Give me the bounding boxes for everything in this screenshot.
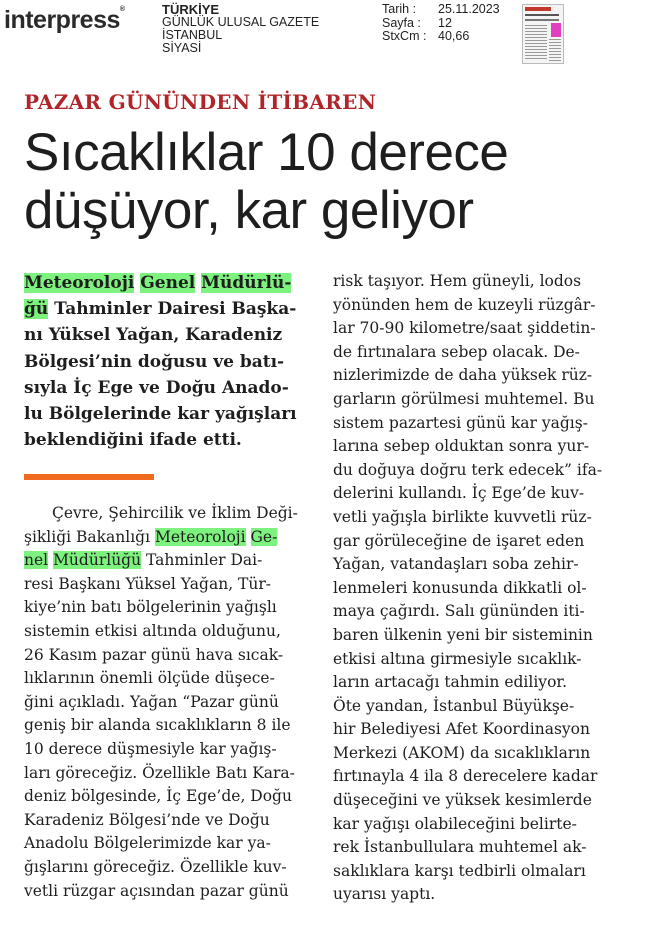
body-line: deniz bölgesinde, İç Ege’de, Doğu	[24, 787, 292, 806]
body-line: uyarısı yaptı.	[333, 885, 436, 904]
body-line: gar görüleceğine de işaret eden	[333, 531, 585, 550]
body-line: kiye’nin batı bölgelerinin yağışlı	[24, 598, 277, 617]
page-thumbnail	[522, 4, 564, 64]
body-line: larına sebep olduktan sonra yur-	[333, 437, 589, 456]
body-line: Öte yandan, İstanbul Büyükşe-	[333, 696, 575, 715]
body-line: delerini kullandı. İç Ege’de kuv-	[333, 484, 585, 503]
body-line: kar yağışı olabileceğini belirte-	[333, 814, 577, 833]
body-line: Yağan, vatandaşları soba zehir-	[333, 555, 579, 574]
body-line: de fırtınalara sebep olacak. De-	[333, 342, 580, 361]
body-line: nel Müdürlüğü Tahminler Dai-	[24, 551, 263, 570]
publication-section: SİYASİ	[162, 41, 202, 55]
body-line: sistem pazartesi günü kar yağış-	[333, 413, 588, 432]
body-line: etkisi altına girmesiyle sıcaklık-	[333, 649, 582, 668]
orange-divider	[24, 474, 154, 480]
clipping-meta	[382, 3, 500, 44]
body-line: lıklarının önemli ölçüde düşece-	[24, 669, 275, 688]
body-line: ğışlarını göreceğiz. Özellikle kuv-	[24, 857, 287, 876]
interpress-logo: interpress®	[4, 6, 125, 34]
article-headline	[24, 124, 634, 240]
body-column-2	[333, 270, 633, 907]
body-line: sistemin etkisi altında olduğunu,	[24, 621, 281, 640]
body-line: Çevre, Şehircilik ve İklim Deği-	[52, 504, 298, 522]
body-line: vetli yağışla birlikte kuvvetli rüz-	[333, 507, 592, 526]
body-line: resi Başkanı Yüksel Yağan, Tür-	[24, 574, 272, 593]
body-line: Merkezi (AKOM) da sıcaklıkların	[333, 743, 591, 762]
meta-date: Tarih : 25.11.2023	[382, 2, 500, 16]
body-column-1	[24, 502, 310, 903]
clipping-header	[0, 0, 653, 70]
body-line: nizlerimizde de daha yüksek rüz-	[333, 366, 593, 385]
body-line: fırtınayla 4 ila 8 derecelere kadar	[333, 767, 598, 786]
body-line: 26 Kasım pazar günü hava sıcak-	[24, 645, 284, 664]
meta-page: Sayfa : 12	[382, 15, 452, 30]
body-line: baren ülkenin yeni bir sisteminin	[333, 625, 593, 644]
lead-line: ğü Tahminler Dairesi Başka-	[24, 299, 297, 320]
body-line: ların artacağı tahmin ediliyor.	[333, 673, 568, 692]
body-line: Karadeniz Bölgesi’nde ve Doğu	[24, 810, 270, 829]
body-line: lar 70-90 kilometre/saat şiddetin-	[333, 319, 596, 338]
publication-type: GÜNLÜK ULUSAL GAZETE	[162, 15, 320, 29]
body-line: yönünden hem de kuzeyli rüzgâr-	[333, 295, 596, 314]
body-line: vetli rüzgar açısından pazar günü	[24, 881, 289, 900]
lead-line: sıyla İç Ege ve Doğu Anado-	[24, 377, 289, 398]
meta-size: StxCm : 40,66	[382, 29, 470, 43]
lead-line: Bölgesi’nin doğusu ve batı-	[24, 351, 285, 372]
publication-name: TÜRKİYE	[162, 2, 220, 17]
article-kicker: PAZAR GÜNÜNDEN İTİBAREN	[24, 90, 377, 114]
body-line: rek İstanbullulara muhtemel ak-	[333, 838, 587, 857]
body-line: maya çağırdı. Salı gününden iti-	[333, 602, 585, 621]
body-line: risk taşıyor. Hem güneyli, lodos	[333, 272, 582, 290]
article-lead	[24, 270, 324, 453]
lead-line: Meteoroloji Genel Müdürlü-	[24, 273, 292, 293]
body-line: Anadolu Bölgelerimizde kar ya-	[24, 834, 271, 853]
body-line: 10 derece düşmesiyle kar yağış-	[24, 739, 277, 758]
body-line: saklıklara karşı tedbirli olmaları	[333, 861, 586, 880]
body-line: hir Belediyesi Afet Koordinasyon	[333, 720, 590, 739]
body-line: geniş bir alanda sıcaklıkların 8 ile	[24, 716, 291, 735]
body-line: ğini açıkladı. Yağan “Pazar günü	[24, 692, 279, 711]
headline-line: düşüyor, kar geliyor	[24, 181, 474, 240]
body-line: du doğuya doğru terk edecek” ifa-	[333, 460, 603, 479]
body-line: garların görülmesi muhtemel. Bu	[333, 389, 595, 408]
publication-city: İSTANBUL	[162, 28, 223, 42]
publication-info	[162, 3, 319, 55]
lead-line: lu Bölgelerinde kar yağışları	[24, 404, 297, 425]
body-line: lenmeleri konusunda dikkatli ol-	[333, 578, 587, 597]
body-line: şikliği Bakanlığı Meteoroloji Ge-	[24, 527, 278, 546]
lead-line: beklendiğini ifade etti.	[24, 430, 242, 451]
body-line: düşeceğini ve yüksek kesimlerde	[333, 791, 592, 810]
body-line: ları göreceğiz. Özellikle Batı Kara-	[24, 763, 295, 782]
lead-line: nı Yüksel Yağan, Karadeniz	[24, 325, 283, 346]
headline-line: Sıcaklıklar 10 derece	[24, 123, 509, 182]
